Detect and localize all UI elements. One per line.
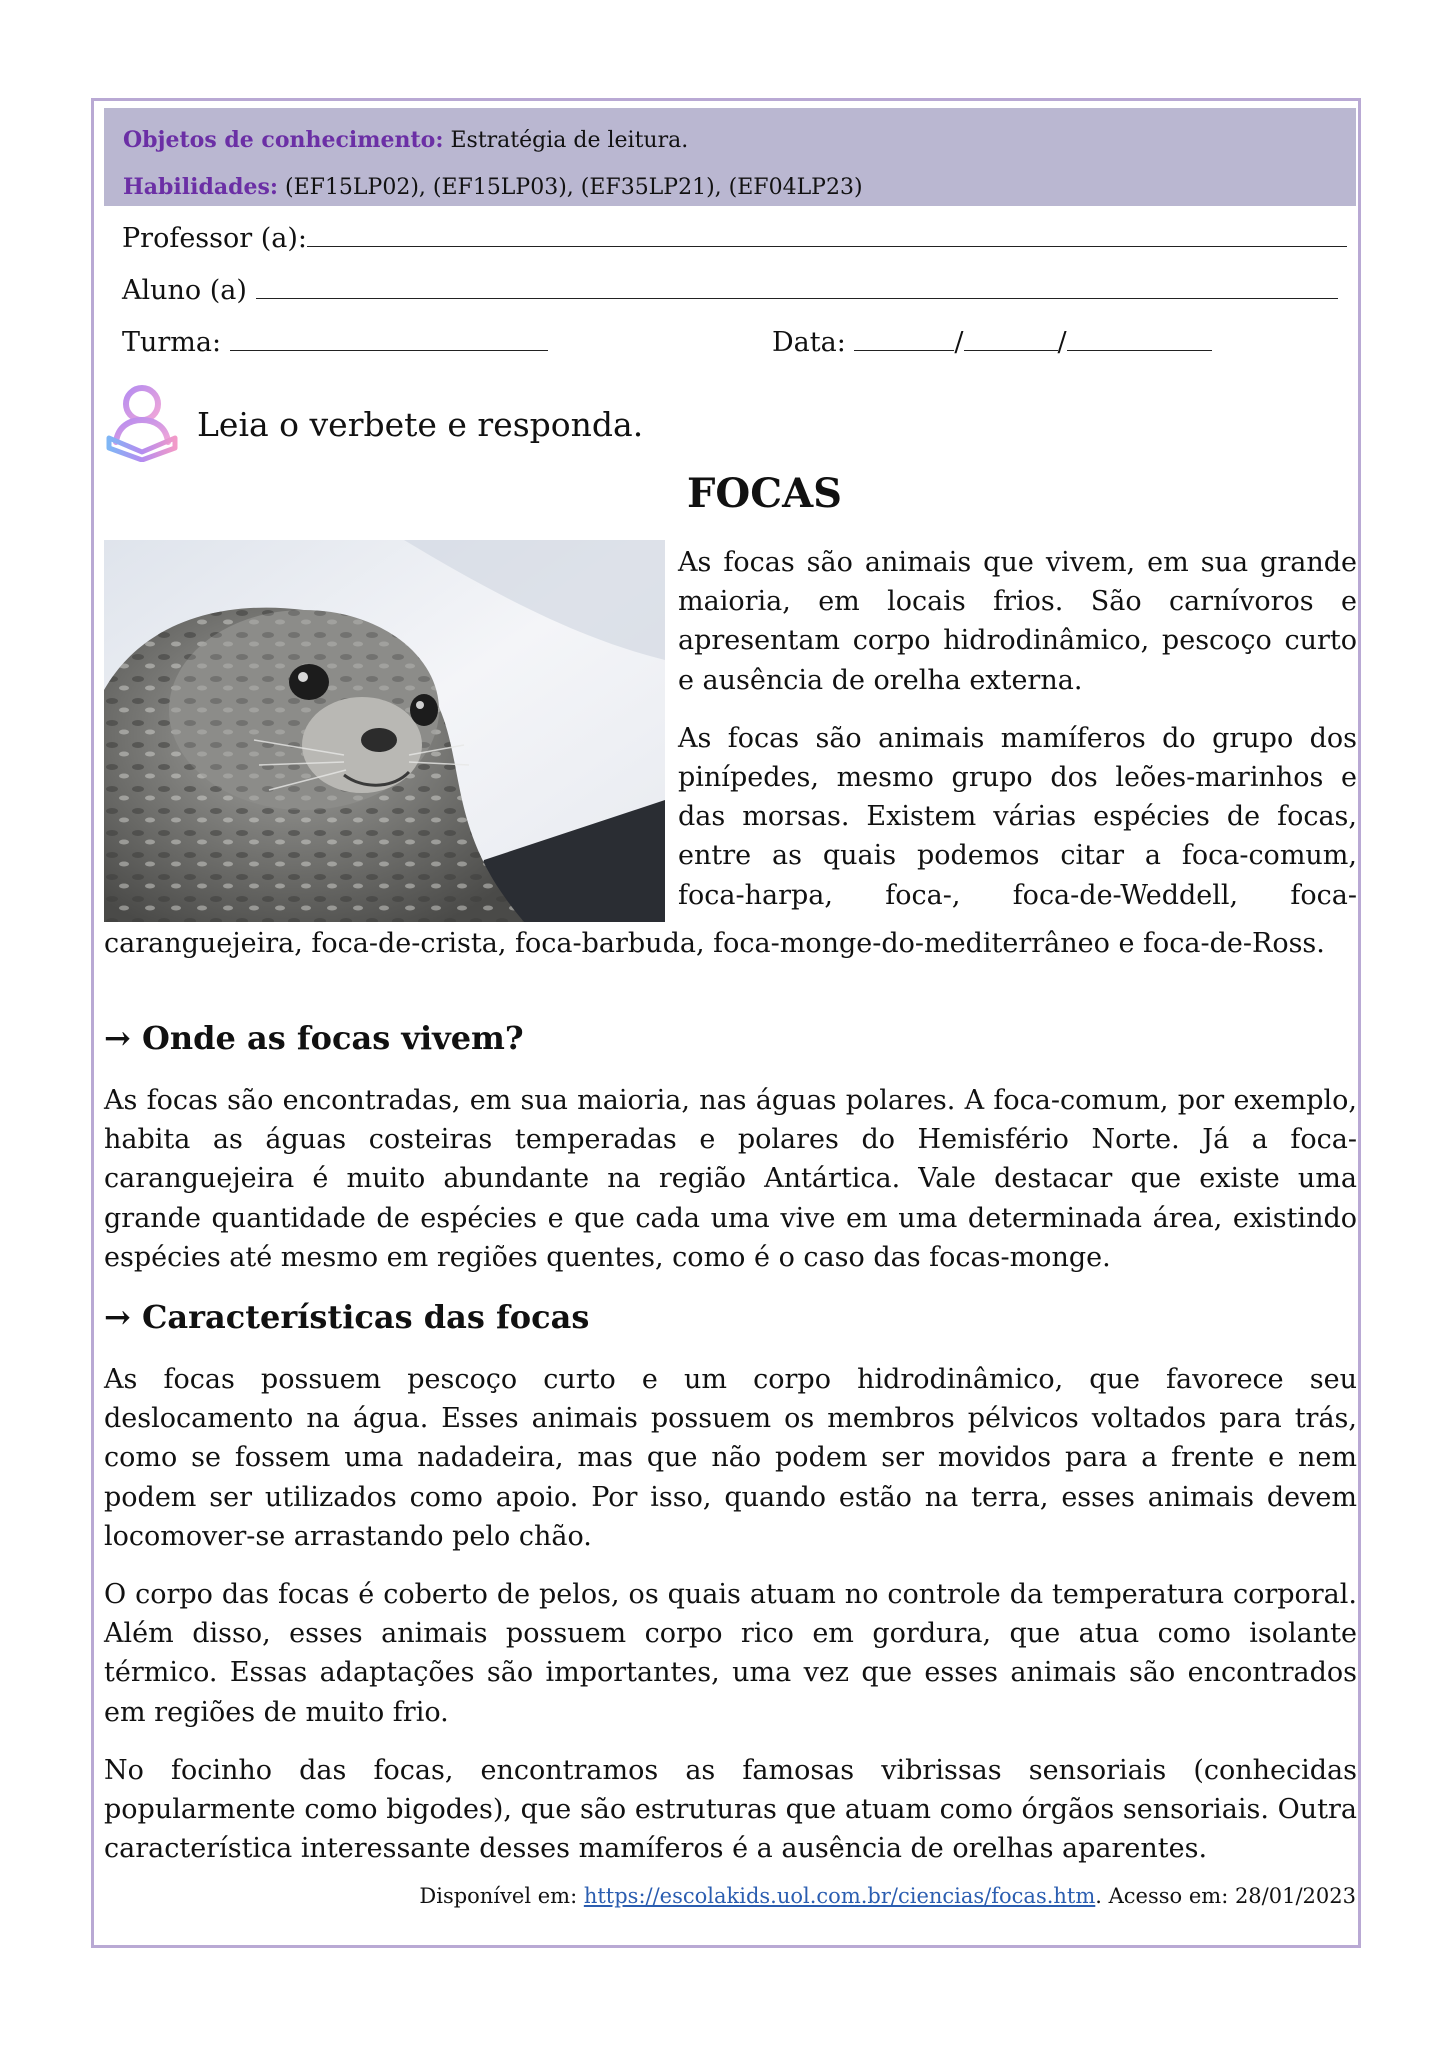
seal-photo [104,540,665,922]
caracteristicas-paragraph-1: As focas possuem pescoço curto e um corpo hidrodinâmico, que favorece seu deslocamento na água. Esses animais possuem os membros pélvicos voltados para trás, como se fossem uma nadadeira, mas que não podem ser movidos para a frente e nem podem ser utilizados como apoio. Por isso, quando estão na terra, esses animais devem locomover-se arrastando pelo chão. [104,1364,1357,1552]
reader-person-icon [104,382,180,466]
section-title-onde: → Onde as focas vivem? [104,1019,524,1057]
source-link[interactable]: https://escolakids.uol.com.br/ciencias/focas.htm [583,1884,1096,1908]
professor-row [122,220,1347,254]
date-separator: / [1057,327,1067,358]
turma-label: Turma: [122,327,222,358]
intro-paragraph-2-continuation: caranguejeira, foca-de-crista, foca-barbuda, foca-monge-do-mediterrâneo e foca-de-Ross. [104,928,1325,959]
date-separator: / [954,327,964,358]
aluno-input[interactable] [256,272,1338,299]
caracteristicas-paragraph-3: No focinho das focas, encontramos as famosas vibrissas sensoriais (conhecidas popularmente como bigodes), que são estruturas que atuam como órgãos sensoriais. Outra característica interessante desses mamíferos é a ausência de orelhas aparentes. [104,1754,1357,1865]
intro-column [678,543,1357,915]
header-box [104,108,1356,206]
source-suffix: . Acesso em: 28/01/2023 [1095,1884,1356,1908]
objetos-value: Estratégia de leitura. [450,128,689,153]
section-onde-paragraph: As focas são encontradas, em sua maioria, nas águas polares. A foca-comum, por exemplo, habita as águas costeiras temperadas e polares do Hemisfério Norte. Já a foca-caranguejeira é muito abundante na região Antártica. Vale destacar que existe uma grande quantidade de espécies e que cada uma vive em uma determinada área, existindo espécies até mesmo em regiões quentes, como é o caso das focas-monge. [104,1085,1357,1273]
date-month-input[interactable] [964,324,1058,351]
caracteristicas-paragraph-2: O corpo das focas é coberto de pelos, os quais atuam no controle da temperatura corporal. Além disso, esses animais possuem corpo rico em gordura, que atua como isolante térmico. Essas adaptações são importantes, uma vez que esses animais são encontrados em regiões de muito frio. [104,1579,1357,1728]
habilidades-row [123,164,1337,211]
aluno-label: Aluno (a) [122,275,247,306]
intro-paragraph-2-right: As focas são animais mamíferos do grupo dos pinípedes, mesmo grupo dos leões-marinhos e das morsas. Existem várias espécies de focas, entre as quais podemos citar a foca-comum, foca-harpa, foca-, foca-de-Weddell, foca- [678,722,1357,911]
instruction [104,384,643,464]
section-caracteristicas-body [104,1360,1357,1868]
source-citation [419,1884,1356,1908]
intro-paragraph-2-full [104,924,1357,963]
aluno-row [122,272,1338,306]
source-prefix: Disponível em: [419,1884,584,1908]
date-day-input[interactable] [854,324,954,351]
habilidades-value: (EF15LP02), (EF15LP03), (EF35LP21), (EF04LP23) [285,175,863,200]
data-row [772,324,1212,358]
turma-row [122,324,548,358]
professor-label: Professor (a): [122,223,308,254]
turma-input[interactable] [230,324,548,351]
objetos-row [123,117,1337,164]
article-title: FOCAS [687,470,842,517]
objetos-label: Objetos de conhecimento: [123,127,444,153]
habilidades-label: Habilidades: [123,174,279,200]
date-year-input[interactable] [1067,324,1212,351]
section-title-caracteristicas: → Características das focas [104,1298,590,1336]
data-label: Data: [772,327,846,358]
professor-input[interactable] [307,220,1347,247]
section-onde-body [104,1081,1357,1277]
intro-paragraph-1: As focas são animais que vivem, em sua grande maioria, em locais frios. São carnívoros e apresentam corpo hidrodinâmico, pescoço curto e ausência de orelha externa. [678,547,1357,696]
instruction-text: Leia o verbete e responda. [197,404,644,444]
